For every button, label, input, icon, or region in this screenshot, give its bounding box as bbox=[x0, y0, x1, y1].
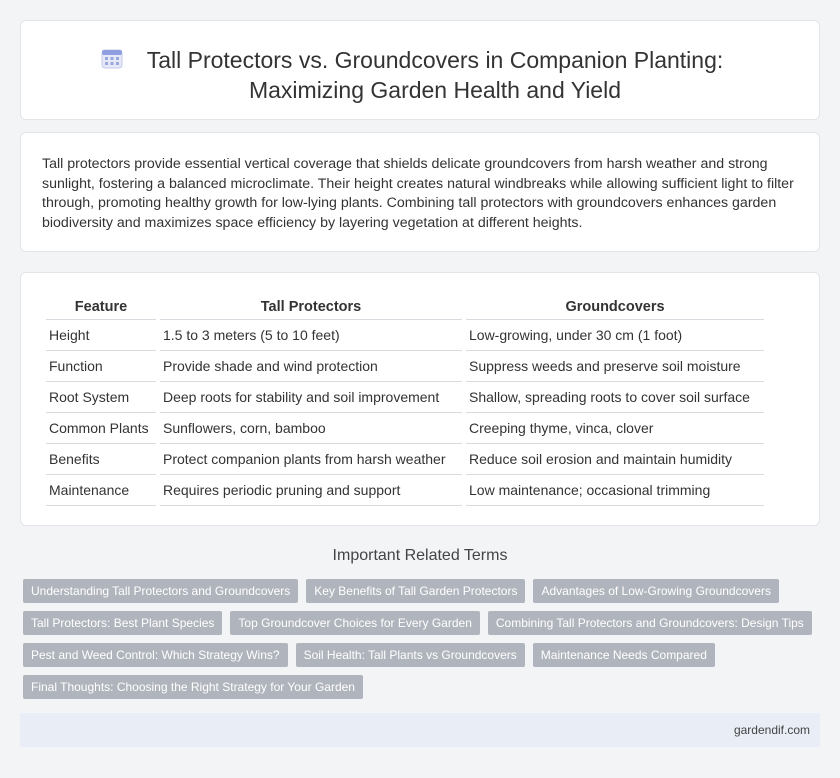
title-card bbox=[20, 20, 820, 120]
feature-cell: Maintenance bbox=[46, 475, 156, 506]
feature-cell: Benefits bbox=[46, 444, 156, 475]
feature-cell: Function bbox=[46, 351, 156, 382]
related-term-tag[interactable]: Combining Tall Protectors and Groundcovers: Design Tips bbox=[488, 611, 812, 635]
comparison-card bbox=[20, 272, 820, 526]
related-terms-heading: Important Related Terms bbox=[332, 547, 508, 564]
table-row bbox=[46, 444, 764, 475]
feature-cell: Common Plants bbox=[46, 413, 156, 444]
feature-cell: Height bbox=[46, 320, 156, 351]
table-row bbox=[46, 413, 764, 444]
tall-protectors-cell: 1.5 to 3 meters (5 to 10 feet) bbox=[160, 320, 462, 351]
groundcovers-cell: Reduce soil erosion and maintain humidity bbox=[466, 444, 764, 475]
feature-cell: Root System bbox=[46, 382, 156, 413]
header-groundcovers: Groundcovers bbox=[466, 295, 764, 320]
footer-site-link[interactable]: gardendif.com bbox=[733, 723, 810, 737]
related-term-tag[interactable]: Advantages of Low-Growing Groundcovers bbox=[533, 579, 778, 603]
comparison-table bbox=[42, 295, 768, 506]
related-term-tag[interactable]: Top Groundcover Choices for Every Garden bbox=[230, 611, 479, 635]
tall-protectors-cell: Protect companion plants from harsh weather bbox=[160, 444, 462, 475]
groundcovers-cell: Low-growing, under 30 cm (1 foot) bbox=[466, 320, 764, 351]
tall-protectors-cell: Requires periodic pruning and support bbox=[160, 475, 462, 506]
intro-card bbox=[20, 132, 820, 252]
table-row bbox=[46, 382, 764, 413]
groundcovers-cell: Creeping thyme, vinca, clover bbox=[466, 413, 764, 444]
table-row bbox=[46, 320, 764, 351]
groundcovers-cell: Low maintenance; occasional trimming bbox=[466, 475, 764, 506]
related-term-tag[interactable]: Soil Health: Tall Plants vs Groundcovers bbox=[296, 643, 525, 667]
header-tall-protectors: Tall Protectors bbox=[160, 295, 462, 320]
table-row bbox=[46, 475, 764, 506]
page-title: Tall Protectors vs. Groundcovers in Companion Planting: Maximizing Garden Health and Yield bbox=[146, 47, 724, 103]
related-term-tag[interactable]: Understanding Tall Protectors and Groundcovers bbox=[23, 579, 298, 603]
table-row bbox=[46, 351, 764, 382]
related-term-tag[interactable]: Maintenance Needs Compared bbox=[533, 643, 715, 667]
related-term-tag[interactable]: Tall Protectors: Best Plant Species bbox=[23, 611, 222, 635]
header-feature: Feature bbox=[46, 295, 156, 320]
footer bbox=[20, 713, 820, 747]
groundcovers-cell: Suppress weeds and preserve soil moisture bbox=[466, 351, 764, 382]
related-term-tag[interactable]: Key Benefits of Tall Garden Protectors bbox=[306, 579, 525, 603]
table-header-row bbox=[46, 295, 764, 320]
groundcovers-cell: Shallow, spreading roots to cover soil surface bbox=[466, 382, 764, 413]
related-term-tag[interactable]: Pest and Weed Control: Which Strategy Wins? bbox=[23, 643, 288, 667]
tall-protectors-cell: Provide shade and wind protection bbox=[160, 351, 462, 382]
tall-protectors-cell: Deep roots for stability and soil improvement bbox=[160, 382, 462, 413]
related-terms-list bbox=[23, 579, 813, 699]
intro-paragraph: Tall protectors provide essential vertical coverage that shields delicate groundcovers from harsh weather and strong sunlight, fostering a balanced microclimate. Their height creates natural windbreaks while allowing sufficient light to filter through, promoting healthy growth for low-lying plants. Combining tall protectors with groundcovers enhances garden biodiversity and maximizes space efficiency by layering vegetation at different heights. bbox=[42, 156, 794, 231]
tall-protectors-cell: Sunflowers, corn, bamboo bbox=[160, 413, 462, 444]
related-term-tag[interactable]: Final Thoughts: Choosing the Right Strategy for Your Garden bbox=[23, 675, 363, 699]
